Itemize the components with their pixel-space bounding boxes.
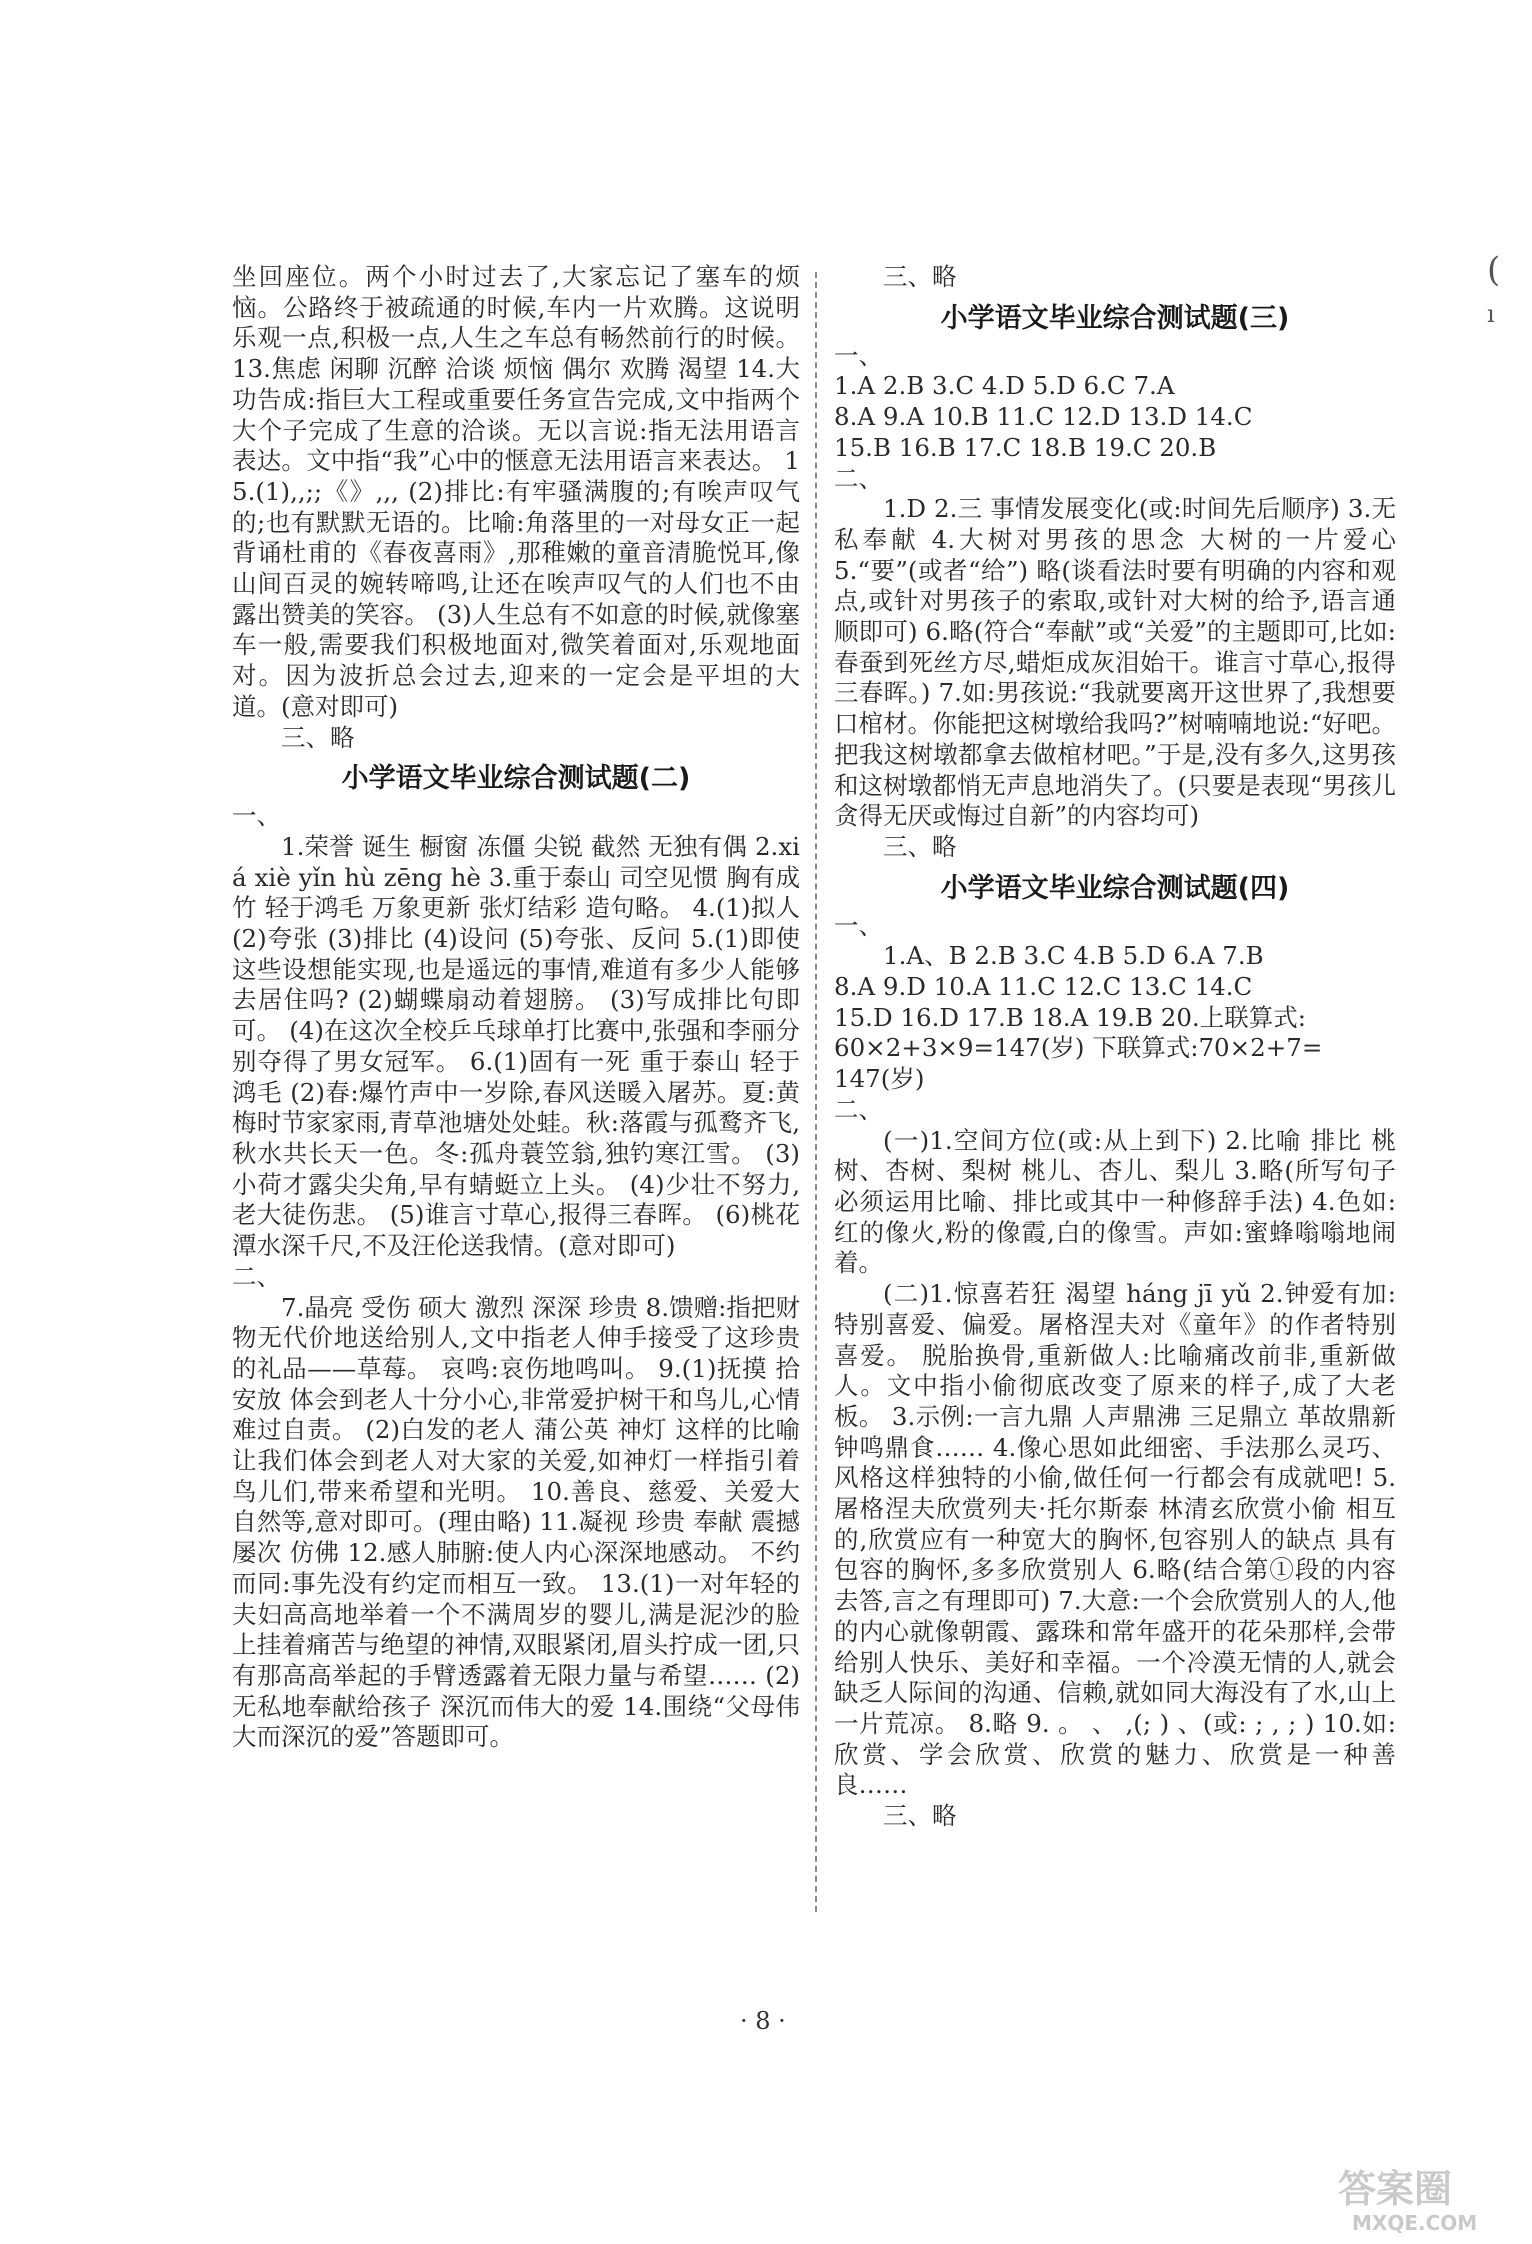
test3-section3: 三、略 — [883, 831, 957, 861]
test3-mc-line: 8.A 9.A 10.B 11.C 12.D 13.D 14.C — [834, 402, 1253, 432]
test3-section2-label: 二、 — [834, 463, 883, 493]
test3-title: 小学语文毕业综合测试题(三) — [940, 302, 1290, 334]
test2-title: 小学语文毕业综合测试题(二) — [341, 763, 691, 795]
watermark-line1: 答案圈 — [1338, 2167, 1453, 2211]
test2-section2-text: 7.晶亮 受伤 硕大 激烈 深深 珍贵 8.馈赠:指把财物无代价地送给别人,文中指老人伸手接受了这珍贵的礼品——草莓。 哀鸣:哀伤地鸣叫。 9.(1)抚摸 拾 安放 体会到老人十分小心,非常爱护树干和鸟儿,心情难过自责。 (2)白发的老人 蒲公英 神灯 这样的比喻让我们体会到老人对大家的关爱,如神灯一样指引着鸟儿们,带来希望和光明。 10.善良、慈爱、关爱大自然等,意对即可。(理由略) 11.凝视 珍贵 奉献 震撼 屡次 仿佛 12.感人肺腑:使人内心深深地感动。 不约而同:事先没有约定而相互一致。 13.(1)一对年轻的夫妇高高地举着一个不满周岁的婴儿,满是泥沙的脸上挂着痛苦与绝望的神情,双眼紧闭,眉头拧成一团,只有那高高举起的手臂透露着无限力量与希望…… (2)无私地奉献给孩子 深沉而伟大的爱 14.围绕“父母伟大而深沉的爱”答题即可。 — [232, 1292, 800, 1752]
test3-section2-text: 1.D 2.三 事情发展变化(或:时间先后顺序) 3.无私奉献 4.大树对男孩的思念 大树的一片爱心 5.“要”(或者“给”) 略(谈看法时要有明确的内容和观点,或针对男孩子的索取,或针对大树的给予,语言通顺即可) 6.略(符合“奉献”或“关爱”的主题即可,比如:春蚕到死丝方尽,蜡炬成灰泪始干。谁言寸草心,报得三春晖。) 7.如:男孩说:“我就要离开这世界了,我想要口棺材。你能把这树墩给我吗?”树喃喃地说:“好吧。把我这树墩都拿去做棺材吧。”于是,没有多久,这男孩和这树墩都悄无声息地消失了。(只要是表现“男孩儿贪得无厌或悔过自新”的内容均可) — [834, 494, 1396, 831]
test4-section2-label: 二、 — [834, 1094, 883, 1124]
test2-section1-text: 1.荣誉 诞生 橱窗 冻僵 尖锐 截然 无独有偶 2.xiá xiè yǐn hù zēng hè 3.重于泰山 司空见惯 胸有成竹 轻于鸿毛 万象更新 张灯结彩 造句略。 4.(1)拟人 (2)夸张 (3)排比 (4)设问 (5)夸张、反问 5.(1)即使这些设想能实现,也是遥远的事情,难道有多少人能够去居住吗? (2)蝴蝶扇动着翅膀。 (3)写成排比句即可。 (4)在这次全校乒乓球单打比赛中,张强和李丽分别夺得了男女冠军。 6.(1)固有一死 重于泰山 轻于鸿毛 (2)春:爆竹声中一岁除,春风送暖入屠苏。夏:黄梅时节家家雨,青草池塘处处蛙。秋:落霞与孤鹜齐飞,秋水共长天一色。冬:孤舟蓑笠翁,独钓寒江雪。 (3)小荷才露尖尖角,早有蜻蜓立上头。 (4)少壮不努力,老大徒伤悲。 (5)谁言寸草心,报得三春晖。 (6)桃花潭水深千尺,不及汪伦送我情。(意对即可) — [232, 831, 800, 1261]
edge-mark-icon: ı — [1487, 300, 1495, 328]
test2-section2-label: 二、 — [232, 1261, 281, 1291]
test4-part1-text: (一)1.空间方位(或:从上到下) 2.比喻 排比 桃树、杏树、梨树 桃儿、杏儿、梨儿 3.略(所写句子必须运用比喻、排比或其中一种修辞手法) 4.色如:红的像火,粉的像霞,白的像雪。声如:蜜蜂嗡嗡地闹着。 — [834, 1125, 1396, 1278]
test3-section1-label: 一、 — [834, 340, 883, 370]
test4-mc-line: 1.A、B 2.B 3.C 4.B 5.D 6.A 7.B — [883, 941, 1264, 971]
watermark-line2: MXQE.COM — [1352, 2211, 1478, 2235]
test1-section3: 三、略 — [281, 722, 355, 752]
test3-mc-line: 15.B 16.B 17.C 18.B 19.C 20.B — [834, 432, 1217, 462]
test2-section1-label: 一、 — [232, 801, 281, 831]
test3-mc-line: 1.A 2.B 3.C 4.D 5.D 6.C 7.A — [834, 371, 1175, 401]
column-divider — [815, 272, 817, 1912]
test4-section3: 三、略 — [883, 1801, 957, 1831]
test1-continuation-text: 坐回座位。两个小时过去了,大家忘记了塞车的烦恼。公路终于被疏通的时候,车内一片欢腾。这说明乐观一点,积极一点,人生之车总有畅然前行的时候。 13.焦虑 闲聊 沉醉 洽谈 烦恼 偶尔 欢腾 渴望 14.大功告成:指巨大工程或重要任务宣告完成,文中指两个大个子完成了生意的洽谈。无以言说:指无法用语言表达。文中指“我”心中的惬意无法用语言来表达。 15.(1),,;;《》,,, (2)排比:有牢骚满腹的;有唉声叹气的;也有默默无语的。比喻:角落里的一对母女正一起背诵杜甫的《春夜喜雨》,那稚嫩的童音清脆悦耳,像山间百灵的婉转啼鸣,让还在唉声叹气的人们也不由露出赞美的笑容。 (3)人生总有不如意的时候,就像塞车一般,需要我们积极地面对,微笑着面对,乐观地面对。因为波折总会过去,迎来的一定会是平坦的大道。(意对即可) — [232, 262, 800, 721]
test4-part2-text: (二)1.惊喜若狂 渴望 háng jī yǔ 2.钟爱有加:特别喜爱、偏爱。屠格涅夫对《童年》的作者特别喜爱。 脱胎换骨,重新做人:比喻痛改前非,重新做人。文中指小偷彻底改变了原来的样子,成了大老板。 3.示例:一言九鼎 人声鼎沸 三足鼎立 革故鼎新 钟鸣鼎食…… 4.像心思如此细密、手法那么灵巧、风格这样独特的小偷,做任何一行都会有成就吧! 5.屠格涅夫欣赏列夫·托尔斯泰 林清玄欣赏小偷 相互的,欣赏应有一种宽大的胸怀,包容别人的缺点 具有包容的胸怀,多多欣赏别人 6.略(结合第①段的内容去答,言之有理即可) 7.大意:一个会欣赏别人的人,他的内心就像朝霞、露珠和常年盛开的花朵那样,会带给别人快乐、美好和幸福。一个冷漠无情的人,就会缺乏人际间的沟通、信赖,就如同大海没有了水,山上一片荒凉。 8.略 9. 。 、 ,(; ) 、(或: ; , ; ) 10.如:欣赏、学会欣赏、欣赏的魅力、欣赏是一种善良…… — [834, 1279, 1396, 1800]
test2-section3: 三、略 — [883, 262, 957, 291]
test4-mc-line: 60×2+3×9=147(岁) 下联算式:70×2+7= — [834, 1033, 1323, 1063]
test4-mc-line: 147(岁) — [834, 1064, 925, 1094]
test4-section1-label: 一、 — [834, 910, 883, 940]
watermark-logo — [1330, 2160, 1520, 2236]
test4-mc-line: 8.A 9.D 10.A 11.C 12.C 13.C 14.C — [834, 972, 1253, 1002]
page-number: · 8 · — [740, 2007, 786, 2035]
edge-bracket-icon: ( — [1487, 250, 1501, 290]
test4-title: 小学语文毕业综合测试题(四) — [940, 872, 1290, 904]
left-column — [232, 262, 800, 1753]
test4-mc-line: 15.D 16.D 17.B 18.A 19.B 20.上联算式: — [834, 1002, 1306, 1032]
right-column — [834, 262, 1396, 1832]
